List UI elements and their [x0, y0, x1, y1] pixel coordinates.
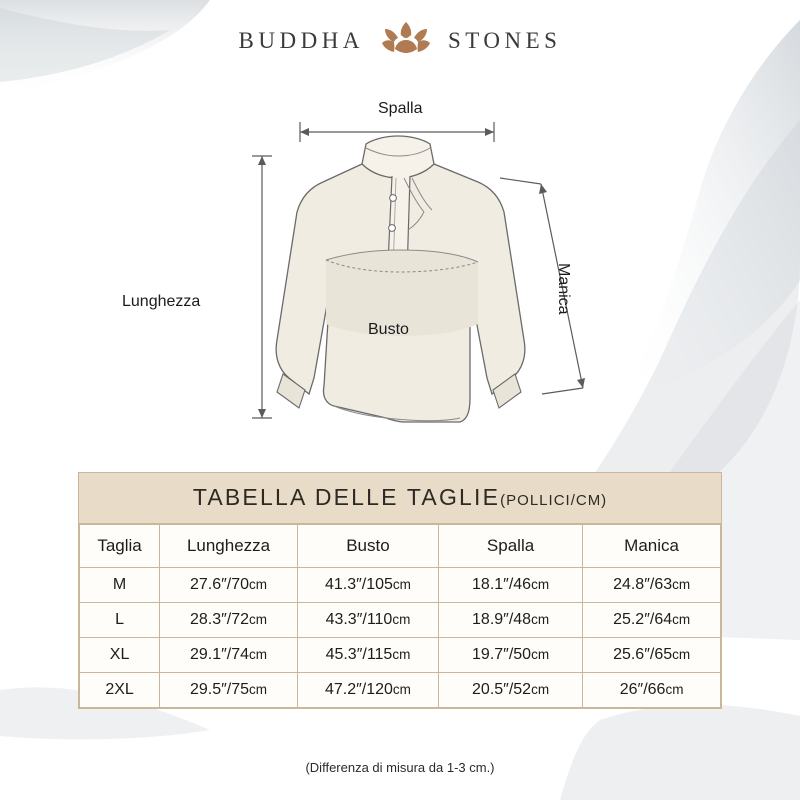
size-chart-title-unit: (POLLICI/CM) [500, 492, 608, 509]
unit-cm: cm [392, 647, 411, 662]
cell-size: XL [80, 638, 160, 673]
brand-word-left: BUDDHA [238, 28, 364, 53]
unit-cm: cm [392, 577, 411, 592]
unit-cm: cm [672, 577, 691, 592]
unit-cm: cm [392, 612, 411, 627]
unit-cm: cm [392, 682, 411, 697]
cell-length: 28.3″/72cm [160, 603, 298, 638]
brand-word-right: STONES [447, 28, 562, 53]
cell-bust: 47.2″/120cm [297, 673, 438, 708]
measurement-note: (Differenza di misura da 1-3 cm.) [305, 760, 495, 775]
column-header-sleeve: Manica [583, 525, 721, 568]
cell-length: 29.5″/75cm [160, 673, 298, 708]
cell-sleeve: 24.8″/63cm [583, 568, 721, 603]
size-chart-title [79, 473, 721, 524]
column-header-length: Lunghezza [160, 525, 298, 568]
label-shoulder: Spalla [378, 100, 423, 117]
unit-cm: cm [249, 647, 268, 662]
brand-header [0, 18, 800, 64]
table-row [80, 603, 721, 638]
cell-size: M [80, 568, 160, 603]
column-header-shoulder: Spalla [438, 525, 582, 568]
cell-shoulder: 18.9″/48cm [438, 603, 582, 638]
table-header-row [80, 525, 721, 568]
unit-cm: cm [249, 682, 268, 697]
long-sleeve-henley-shirt-illustration [0, 78, 800, 468]
unit-cm: cm [672, 647, 691, 662]
garment-diagram [0, 78, 800, 468]
cell-length: 27.6″/70cm [160, 568, 298, 603]
cell-shoulder: 19.7″/50cm [438, 638, 582, 673]
label-sleeve: Manica [555, 263, 572, 315]
column-header-size: Taglia [80, 525, 160, 568]
cell-sleeve: 26″/66cm [583, 673, 721, 708]
cell-size: 2XL [80, 673, 160, 708]
unit-cm: cm [665, 682, 684, 697]
cell-shoulder: 18.1″/46cm [438, 568, 582, 603]
lotus-meditation-icon [378, 18, 434, 64]
cell-shoulder: 20.5″/52cm [438, 673, 582, 708]
sizes-table [79, 524, 721, 708]
size-chart-table [78, 472, 722, 709]
table-row [80, 638, 721, 673]
cell-sleeve: 25.6″/65cm [583, 638, 721, 673]
unit-cm: cm [249, 612, 268, 627]
table-row [80, 568, 721, 603]
cell-bust: 41.3″/105cm [297, 568, 438, 603]
unit-cm: cm [672, 612, 691, 627]
unit-cm: cm [531, 682, 550, 697]
cell-length: 29.1″/74cm [160, 638, 298, 673]
unit-cm: cm [531, 577, 550, 592]
label-bust: Busto [368, 321, 409, 338]
column-header-bust: Busto [297, 525, 438, 568]
unit-cm: cm [531, 647, 550, 662]
unit-cm: cm [531, 612, 550, 627]
cell-bust: 43.3″/110cm [297, 603, 438, 638]
cell-size: L [80, 603, 160, 638]
label-length: Lunghezza [122, 293, 201, 310]
cell-bust: 45.3″/115cm [297, 638, 438, 673]
cell-sleeve: 25.2″/64cm [583, 603, 721, 638]
table-row [80, 673, 721, 708]
size-chart-title-main: TABELLA DELLE TAGLIE [192, 484, 501, 510]
unit-cm: cm [249, 577, 268, 592]
